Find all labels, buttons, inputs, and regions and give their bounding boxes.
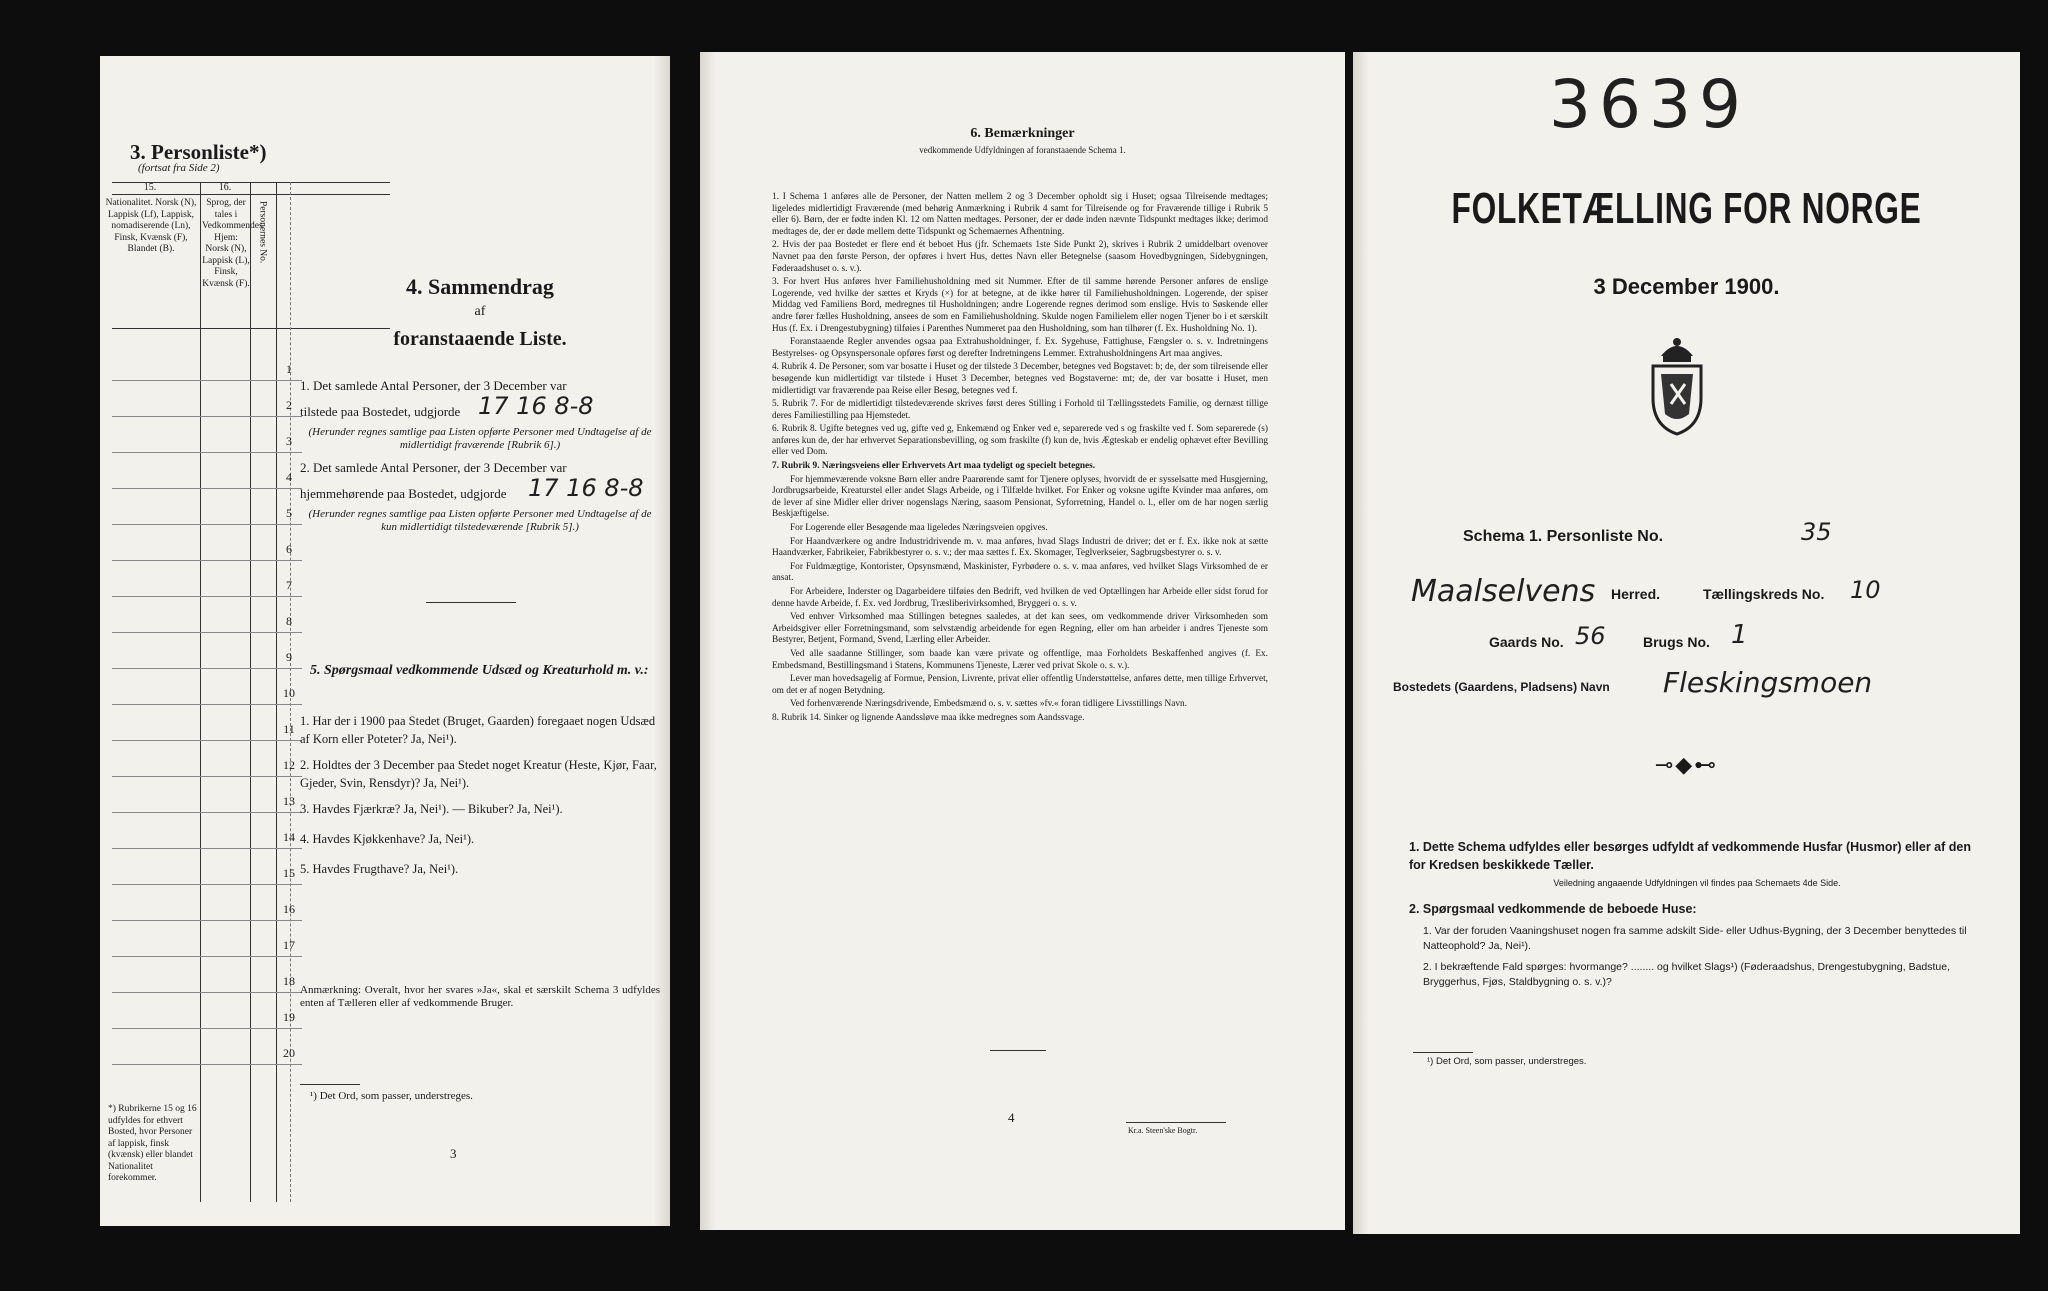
instruction-1: 1. Dette Schema udfyldes eller besørges udfyldt af vedkommende Husfar (Husmor) eller af den for Kredsen beskikkede Tæller. — [1409, 840, 1971, 872]
divider — [1126, 1122, 1226, 1123]
row-number: 18 — [283, 974, 295, 988]
bosted-label: Bostedets (Gaardens, Pladsens) Navn — [1393, 680, 1610, 694]
personliste-footnote: *) Rubrikerne 15 og 16 udfyldes for ethvert Bosted, hvor Personer af lappisk, finsk (kvænsk) eller blandet Nationalitet forekommer. — [108, 1104, 197, 1183]
bosted-name: Fleskingsmoen — [1663, 666, 1873, 699]
kreds-number: 10 — [1850, 576, 1881, 604]
row-number: 13 — [283, 794, 295, 808]
q2-value: 17 16 8-8 — [528, 474, 644, 502]
instructions — [1409, 838, 1985, 990]
s5-item: 4. Havdes Kjøkkenhave? Ja, Nei¹). — [300, 832, 475, 846]
brugs-number: 1 — [1731, 620, 1748, 650]
row-number: 2 — [286, 398, 292, 412]
col-persons-header: Personernes No. — [257, 201, 268, 264]
summary-q2 — [300, 460, 660, 534]
q2-line1: 2. Det samlede Antal Personer, der 3 December var — [300, 460, 567, 475]
row-number: 20 — [283, 1046, 295, 1060]
remarks-subtitle: vedkommende Udfyldningen af foranstaaende Schema 1. — [919, 145, 1126, 155]
census-title: FOLKETÆLLING FOR NORGE — [1451, 184, 1922, 233]
remarks-body — [772, 192, 1268, 727]
s5-item: 2. Holdtes der 3 December paa Stedet noget Kreatur (Heste, Kjør, Faar, Gjeder, Svin, Rensdyr)? Ja, Nei¹). — [300, 758, 657, 790]
row-number: 15 — [283, 866, 295, 880]
q1-line2: tilstede paa Bostedet, udgjorde — [300, 404, 461, 419]
col16-header: Sprog, der tales i Vedkommendes Hjem: Norsk (N), Lappisk (L), Finsk, Kvænsk (F). — [202, 198, 263, 289]
q1-note: (Herunder regnes samtlige paa Listen opførte Personer med Undtagelse af de midlertidigt fraværende [Rubrik 6].) — [308, 426, 652, 451]
schema-label: Schema 1. Personliste No. — [1463, 528, 1664, 545]
divider — [1413, 1052, 1473, 1053]
kreds-label: Tællingskreds No. — [1703, 586, 1825, 602]
anmaerkning: Anmærkning: Overalt, hvor her svares »Ja«, skal et særskilt Schema 3 udfyldes enten af Tælleren eller af vedkommende Bruger. — [300, 984, 660, 1009]
remark-paragraph: Ved enhver Virksomhed maa Stillingen betegnes saaledes, at det kan sees, om vedkommende driver Virksomheden som Arbeidsgiver eller Forretningsmand, som selvstændig arbeidende for egen Regning, eller om han arbeider i andres Tjeneste som Bestyrer, Betjent, Formand, Svend, Lærling eller Arbeider. — [772, 612, 1268, 646]
s5-item: 1. Har der i 1900 paa Stedet (Bruget, Gaarden) foregaaet nogen Udsæd af Korn eller Poteter? Ja, Nei¹). — [300, 714, 656, 746]
q1-value: 17 16 8-8 — [478, 392, 594, 420]
row-number: 11 — [283, 722, 295, 736]
s5-item: 5. Havdes Frugthave? Ja, Nei¹). — [300, 862, 459, 876]
row-number: 1 — [286, 362, 292, 376]
gaards-label: Gaards No. — [1489, 634, 1564, 650]
remark-paragraph: 1. I Schema 1 anføres alle de Personer, der Natten mellem 2 og 3 December opholdt sig i Huset; ogsaa Tilreisende medtages; ligeledes midlertidigt Fraværende (med behørig Anmærkning i Rubrik 4 samt for Tilreisende og for Fraværende tillige i Rubrik 5 eller 6). Børn, der er fødte inden Kl. 12 om Natten medtages. Personer, der er døde inden nævnte Tidspunkt medtages ikke; derimod medtages de, der er døde mellem dette Tidspunkt og Schemaernes Afhentning. — [772, 192, 1268, 237]
remark-paragraph: Lever man hovedsagelig af Formue, Pension, Livrente, privat eller offentlig Understøttelse, anføres dette, men tillige Erhvervet, om det er af nogen Betydning. — [772, 674, 1268, 696]
remark-paragraph: For Logerende eller Besøgende maa ligeledes Næringsveien opgives. — [790, 523, 1048, 534]
handwritten-archive-number: 3639 — [1549, 66, 1749, 143]
row-number: 3 — [286, 434, 292, 448]
remark-paragraph: For Fuldmægtige, Kontorister, Opsynsmænd, Maskinister, Fyrbødere o. s. v. maa anføres, ved hvilket Slags Virksomhed de er ansat. — [772, 561, 1268, 584]
page-fold — [1353, 52, 1369, 1234]
summary-q1 — [300, 378, 660, 452]
section5-title: 5. Spørgsmaal vedkommende Udsæd og Kreaturhold m. v.: — [310, 663, 649, 678]
herred-name: Maalselvens — [1411, 574, 1596, 609]
row-number: 5 — [286, 506, 292, 520]
remark-paragraph: For hjemmeværende voksne Børn eller andre Paarørende samt for Tjenere oplyses, hvorvidt de er sysselsatte med Husgjerning, Jordbrugsarbeide, Kreaturstel eller andet Slags Arbeide, og i Tilfælde hvilket. For Enker og voksne ugifte Kvinder maa anføres, om de lever af sine Midler eller driver nogenslags Næring, saasom Pensionat, Syforretning, Handel o. l., eller om de har nogen særlig Beskjæftigelse. — [772, 474, 1268, 520]
remark-paragraph: 8. Rubrik 14. Sinker og lignende Aandssløve maa ikke medregnes som Aandssvage. — [772, 712, 1085, 723]
coat-of-arms-icon — [1641, 334, 1713, 438]
section5-list — [300, 712, 660, 890]
remark-paragraph: For Haandværkere og andre Industridrivende m. v. maa anføres, hvad Slags Industri de driver; det er f. Ex. ikke nok at sætte Haandværker, Fabrikeier, Fabrikbestyrer o. s. v.; der maa sættes f. Ex. Skomager, Teglverkseier, Sagbrugsbestyrer o. s. v. — [772, 536, 1268, 559]
personliste-subheading: (fortsat fra Side 2) — [138, 162, 220, 174]
row-number: 7 — [286, 578, 292, 592]
instruction-2-2: 2. I bekræftende Fald spørges: hvormange? ........ og hvilket Slags¹) (Føderaadshus, Drengestubygning, Badstue, Bryggerhus, Fjøs, Staldbygning o. s. v.)? — [1423, 961, 1951, 988]
row-number: 8 — [286, 614, 292, 628]
row-number: 10 — [283, 686, 295, 700]
col16-number: 16. — [218, 182, 232, 193]
page-number: 4 — [1008, 1110, 1015, 1125]
summary-title: 4. Sammendrag — [406, 274, 554, 299]
row-number: 12 — [283, 758, 295, 772]
instruction-1-note: Veiledning angaaende Udfyldningen vil findes paa Schemaets 4de Side. — [1553, 878, 1841, 888]
remarks-title: 6. Bemærkninger — [970, 126, 1075, 141]
footnote-underline: ¹) Det Ord, som passer, understreges. — [310, 1090, 473, 1102]
page-bemaerkninger — [700, 52, 1345, 1230]
remark-paragraph: 5. Rubrik 7. For de midlertidigt tilstedeværende skrives først deres Stilling i Forhold til Tællingsstedets Familie, og dernæst tillige deres Familiestilling paa Hjemstedet. — [772, 399, 1268, 421]
remark-paragraph: 3. For hvert Hus anføres hver Familiehusholdning med sit Nummer. Efter de til samme hørende Personer anføres de enslige Logerende, ved hvilke der sættes et Kryds (×) for at betegne, at de ikke hører til Familiehusholdningen. Logerende, der spiser Middag ved Familiens Bord, medregnes til Husholdningen; andre Logerende regnes derimod som enslige. Hvis to Søskende eller andre fører fælles Husholdning, ansees de som en Familiehusholdning. Skulde nogen Familielem eller nogen Tjener bo i et særskilt Hus (f. Ex. i Drengestubygning) tilføies i Parenthes Nummeret paa den Husholdning, som han tilhører (f. Ex. Husholdning No. 1). — [772, 277, 1268, 334]
row-number: 14 — [283, 830, 295, 844]
divider — [426, 602, 516, 603]
remark-paragraph: 2. Hvis der paa Bostedet er flere end ét beboet Hus (jfr. Schemaets 1ste Side Punkt 2), skrives i Rubrik 2 umiddelbart ovenover Navnet paa den første Person, der opføres i hvert Hus, dettes Navn eller Betegnelse (saasom Hovedbygningen, Sidebygningen, Føderaadshuset o. s. v.). — [772, 240, 1268, 274]
instruction-2-1: 1. Var der foruden Vaaningshuset nogen fra samme adskilt Side- eller Udhus-Bygning, der 3 December benyttedes til Natteophold? Ja, Nei¹). — [1423, 925, 1967, 952]
remark-paragraph: 4. Rubrik 4. De Personer, som var bosatte i Huset og der tilstede 3 December, betegnes ved Bogstavet: b; de, der som tilreisende eller besøgende kun midlertidigt var tilstede i Huset 3 December, betegnes ved Bogstaverne: mt; de, der var bosatte i Huset, men midlertidigt var fraværende paa Reise eller Besøg, betegnes ved f. — [772, 362, 1268, 396]
gaards-number: 56 — [1575, 622, 1606, 650]
remark-paragraph: 6. Rubrik 8. Ugifte betegnes ved ug, gifte ved g, Enkemænd og Enker ved e, separerede ved s og fraskilte ved f. Som separerede (s) anføres kun de, der har erhvervet Separationsbevilling, og som fraskilte (f) kun de, hvis Ægteskab er endelig ophævet efter Bevilling eller ved Dom. — [772, 424, 1268, 458]
personliste-heading: 3. Personliste*) — [130, 140, 267, 164]
personliste-number: 35 — [1801, 518, 1832, 546]
census-date: 3 December 1900. — [1593, 274, 1780, 299]
row-number: 4 — [286, 470, 292, 484]
col15-header: Nationalitet. Norsk (N), Lappisk (Lf), Lappisk, nomadiserende (Ln), Finsk, Kvænsk (F), Blandet (B). — [105, 198, 197, 254]
q2-note: (Herunder regnes samtlige paa Listen opførte Personer med Undtagelse af de kun midlertidigt tilstedeværende [Rubrik 5].) — [308, 508, 652, 533]
row-number: 16 — [283, 902, 295, 916]
row-number: 9 — [286, 650, 292, 664]
divider — [990, 1050, 1046, 1051]
s5-item: 3. Havdes Fjærkræ? Ja, Nei¹). — Bikuber? Ja, Nei¹). — [300, 802, 563, 816]
page-fold — [700, 52, 716, 1230]
summary-subtitle: foranstaaende Liste. — [393, 328, 567, 350]
ornament-divider: ⊸◆⊷ — [1654, 752, 1719, 777]
brugs-label: Brugs No. — [1643, 634, 1710, 650]
remark-paragraph: Ved alle saadanne Stillinger, som baade kan være private og offentlige, maa Forholdets Beskaffenhed angives (f. Ex. Embedsmand, Bestillingsmand i Statens, Kommunens Tjeneste, Lærer ved privat Skole o. s. v.). — [772, 648, 1268, 671]
page-cover — [1353, 52, 2020, 1234]
page-personliste — [100, 56, 670, 1226]
remark-paragraph: For Arbeidere, Inderster og Dagarbeidere tilføies den Bedrift, ved hvilken de ved Optællingen har Arbeide eller sidst forud for denne havde Arbeide, f. Ex. ved Jordbrug, Træsliberivirksomhed, Bryggeri o. s. v. — [772, 587, 1268, 609]
q1-line1: 1. Det samlede Antal Personer, der 3 December var — [300, 378, 567, 393]
summary-af: af — [474, 304, 486, 319]
q2-line2: hjemmehørende paa Bostedet, udgjorde — [300, 486, 507, 501]
herred-label: Herred. — [1611, 586, 1661, 602]
row-number: 19 — [283, 1010, 295, 1024]
cover-footnote: ¹) Det Ord, som passer, understreges. — [1427, 1056, 1587, 1067]
remark-paragraph: Foranstaaende Regler anvendes ogsaa paa Extrahusholdninger, f. Ex. Sygehuse, Fattighuse, Fængsler o. s. v. Indretningens Bestyrelses- og Opsynspersonale opføres først og derefter Indretningens Lemmer. Extrahusholdningens Art maa angives. — [772, 337, 1268, 359]
col15-number: 15. — [143, 182, 157, 193]
remark-paragraph: 7. Rubrik 9. Næringsveiens eller Erhvervets Art maa tydeligt og specielt betegnes. — [772, 461, 1096, 472]
page-number: 3 — [450, 1146, 457, 1161]
page-fold — [654, 56, 670, 1226]
remark-paragraph: Ved forhenværende Næringsdrivende, Embedsmænd o. s. v. sættes »fv.« foran tidligere Livsstillings Navn. — [790, 699, 1187, 710]
row-number: 17 — [283, 938, 295, 952]
printer-name: Kr.a. Steen'ske Bogtr. — [1128, 1126, 1198, 1135]
divider — [300, 1084, 360, 1085]
row-number: 6 — [286, 542, 292, 556]
instruction-2: 2. Spørgsmaal vedkommende de beboede Huse: — [1409, 902, 1697, 916]
